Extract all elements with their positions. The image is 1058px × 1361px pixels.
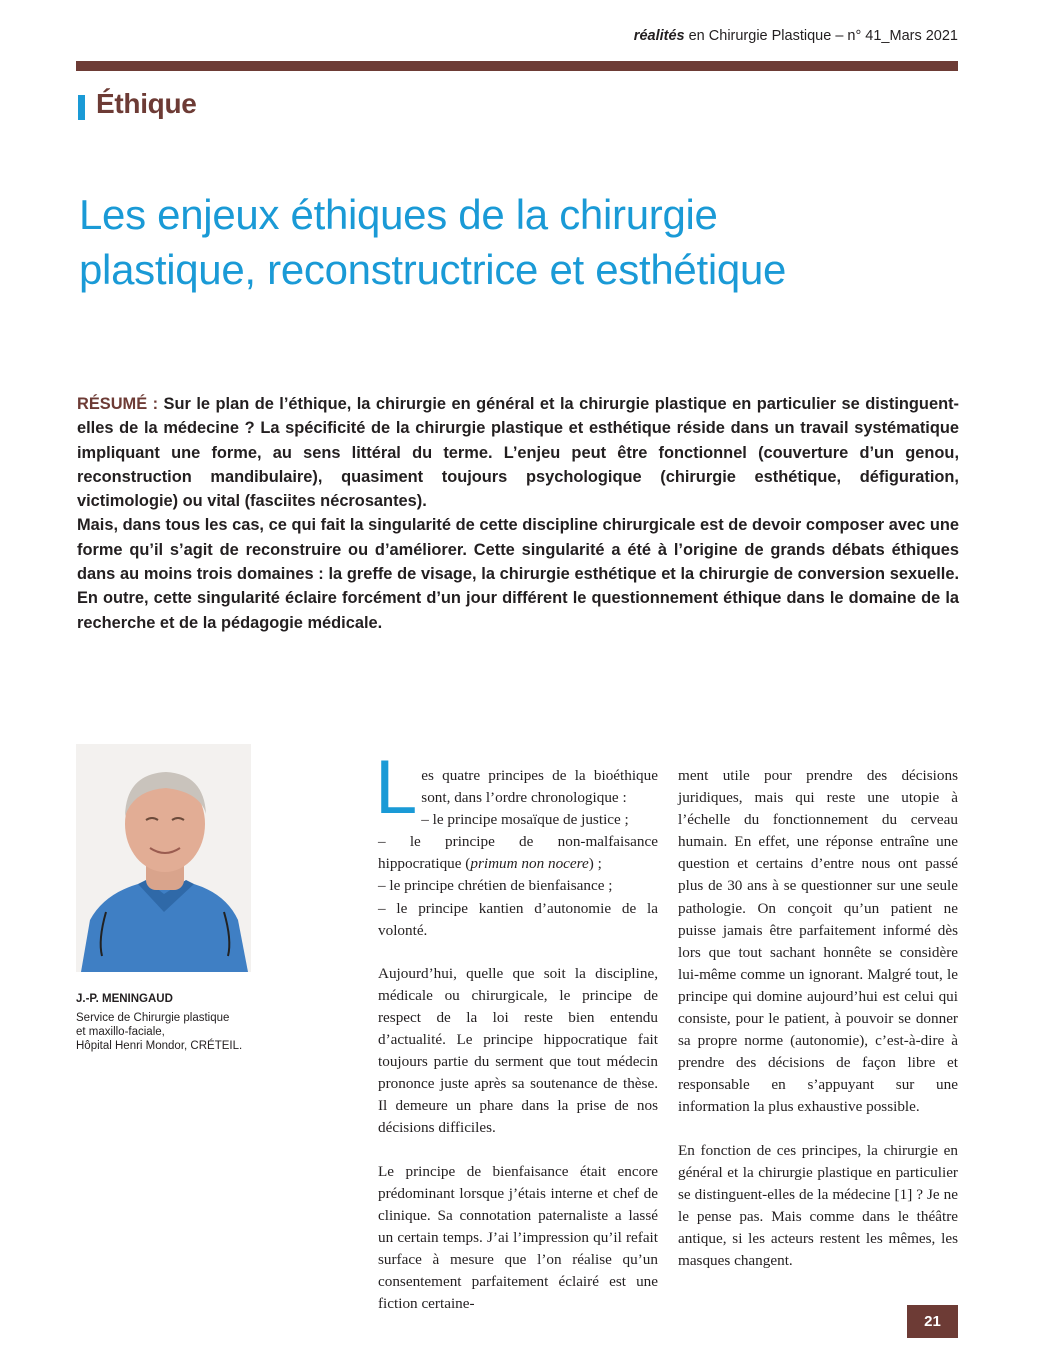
abstract — [77, 392, 959, 635]
author-photo — [76, 744, 251, 972]
latin-phrase: primum non nocere — [470, 855, 589, 873]
author-portrait-illustration — [76, 744, 251, 972]
list-item: – le principe chrétien de bienfaisance ; — [378, 877, 613, 895]
title-line-1: Les enjeux éthiques de la chirurgie — [79, 191, 718, 238]
list-item-text: ) ; — [588, 855, 602, 873]
abstract-text-1: Sur le plan de l’éthique, la chirurgie en général et la chirurgie plastique en particulier se distinguent-elles de la médecine ? La spécificité de la chirurgie plastique et esthétique réside dans un travail systématique impliquant une forme, au sens littéral du terme. L’enjeu peut être fonctionnel (couverture d’un genou, reconstruction mandibulaire), quasiment toujours psychologique (chirurgie esthétique, défiguration, victimologie) ou vital (fasciites nécrosantes). — [77, 395, 959, 511]
body-paragraph: Le principe de bienfaisance était encore prédominant lorsque j’étais interne et chef de clinique. Sa connotation paternaliste a lassé un certain temps. J’ai l’impression qu’il refait surface à mesure que l’on réalise qu’un consentement parfaitement éclairé est une fiction certaine- — [378, 1162, 658, 1313]
body-column-1 — [375, 745, 658, 1315]
body-paragraph: En fonction de ces principes, la chirurgie en général et la chirurgie plastique en particulier se distinguent-elles de la médecine [1] ? Je ne le pense pas. Mais comme dans le théâtre antique, si les acteurs restent les mêmes, les masques changent. — [678, 1141, 958, 1269]
author-affiliation-line: et maxillo-faciale, — [76, 1026, 165, 1038]
author-affiliation — [76, 1011, 276, 1053]
section-marker — [78, 95, 85, 120]
abstract-paragraph-1 — [77, 392, 959, 513]
drop-cap: L — [375, 745, 418, 830]
author-name: J.-P. MENINGAUD — [76, 993, 173, 1005]
list-item-text: – le principe de non-malfaisance hippocratique ( — [378, 833, 658, 873]
list-item: – le principe mosaïque de justice ; — [421, 811, 629, 829]
journal-issue: en Chirurgie Plastique – n° 41_Mars 2021 — [684, 28, 958, 44]
section-label: Éthique — [96, 88, 197, 119]
running-header — [634, 28, 958, 44]
author-affiliation-line: Service de Chirurgie plastique — [76, 1012, 230, 1024]
article-title — [79, 187, 979, 297]
title-line-2: plastique, reconstructrice et esthétique — [79, 246, 787, 293]
list-item: – le principe kantien d’autonomie de la volonté. — [378, 899, 658, 939]
body-paragraph: ment utile pour prendre des décisions juridiques, mais qui reste une utopie à l’échelle du fonctionnement du cerveau humain. En effet, une réponse entraîne une question et certains d’entre nous ont passé plus de 30 ans à se questionner sur une seule pathologie. On conçoit qu’un patient ne puisse jamais être parfaitement informé dès lors que tout sachant honnête se considère lui-même comme un ignorant. Malgré tout, le principe qui domine aujourd’hui est celui qui consiste, pour le patient, à pouvoir se donner sa propre norme (autonomie), c’est-à-dire à prendre des décisions de façon libre et responsable en s’appuyant sur une information la plus exhaustive possible. — [678, 767, 958, 1116]
abstract-paragraph-2: Mais, dans tous les cas, ce qui fait la singularité de cette discipline chirurgicale est de devoir composer avec une forme qu’il s’agit de reconstruire ou d’améliorer. Cette singularité a été à l’origine de grands débats éthiques dans au moins trois domaines : la greffe de visage, la chirurgie esthétique et la chirurgie de conversion sexuelle. En outre, cette singularité éclaire forcément d’un jour différent le questionnement éthique dans le domaine de la recherche et de la pédagogie médicale. — [77, 516, 959, 632]
body-column-2 — [678, 765, 958, 1272]
list-item — [378, 831, 658, 875]
body-intro-text: es quatre principes de la bioéthique sont, dans l’ordre chronologique : — [421, 767, 658, 807]
header-rule — [76, 61, 958, 71]
author-affiliation-line: Hôpital Henri Mondor, CRÉTEIL. — [76, 1040, 243, 1052]
journal-brand: réalités — [633, 28, 685, 44]
body-paragraph: Aujourd’hui, quelle que soit la discipline, médicale ou chirurgicale, le principe de respect de la loi reste bien entendu d’actualité. Le principe hippocratique fait toujours partie du serment que tout médecin prononce juste après sa soutenance de thèse. Il demeure un phare dans la prise de nos décisions difficiles. — [378, 964, 658, 1137]
page-number: 21 — [907, 1305, 958, 1338]
abstract-label: RÉSUMÉ : — [77, 395, 159, 413]
